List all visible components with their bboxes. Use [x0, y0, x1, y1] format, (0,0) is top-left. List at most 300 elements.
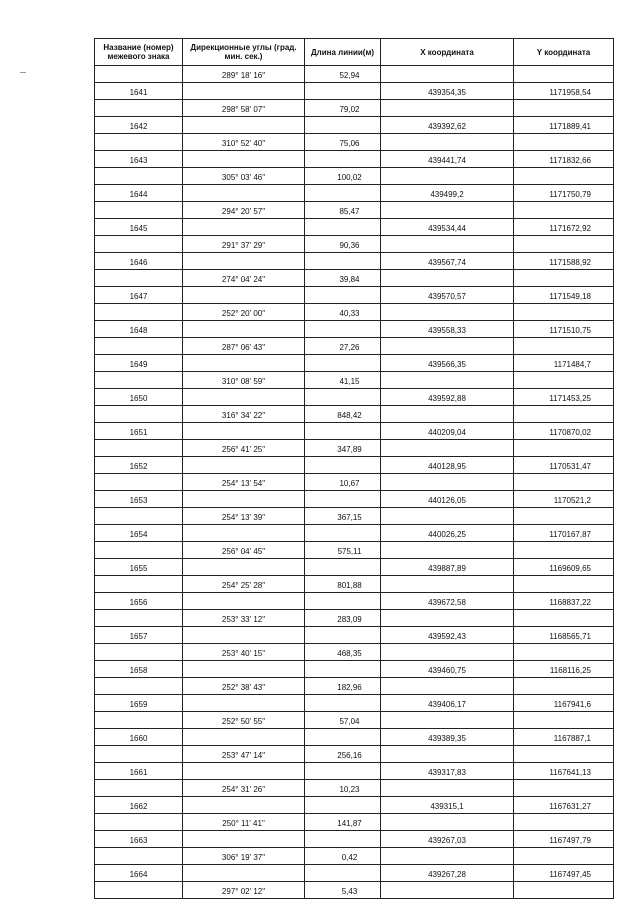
- table-row: [95, 185, 614, 202]
- cell-angle: [183, 627, 305, 644]
- cell-name: 1645: [95, 219, 183, 236]
- table-row: [95, 423, 614, 440]
- table-row: [95, 440, 614, 457]
- table-row: [95, 678, 614, 695]
- cell-length: 468,35: [305, 644, 381, 661]
- cell-angle: 274° 04' 24": [183, 270, 305, 287]
- table-row: [95, 814, 614, 831]
- cell-x: 439406,17: [381, 695, 514, 712]
- header-name: Название (номер) межевого знака: [95, 39, 183, 66]
- cell-x: 439267,28: [381, 865, 514, 882]
- cell-name: [95, 270, 183, 287]
- cell-length: 75,06: [305, 134, 381, 151]
- table-row: [95, 559, 614, 576]
- cell-angle: 252° 38' 43": [183, 678, 305, 695]
- cell-angle: [183, 729, 305, 746]
- cell-length: 0,42: [305, 848, 381, 865]
- cell-angle: [183, 151, 305, 168]
- cell-name: [95, 66, 183, 83]
- cell-length: [305, 491, 381, 508]
- cell-angle: 294° 20' 57": [183, 202, 305, 219]
- cell-name: [95, 134, 183, 151]
- cell-y: [514, 508, 614, 525]
- cell-angle: [183, 321, 305, 338]
- cell-x: [381, 270, 514, 287]
- cell-x: 439389,35: [381, 729, 514, 746]
- cell-name: 1651: [95, 423, 183, 440]
- cell-angle: [183, 763, 305, 780]
- cell-x: [381, 168, 514, 185]
- cell-x: [381, 372, 514, 389]
- cell-name: 1664: [95, 865, 183, 882]
- cell-y: [514, 576, 614, 593]
- header-y: Y координата: [514, 39, 614, 66]
- cell-angle: 253° 40' 15": [183, 644, 305, 661]
- table-row: [95, 882, 614, 899]
- cell-name: 1652: [95, 457, 183, 474]
- cell-length: 801,88: [305, 576, 381, 593]
- cell-name: 1662: [95, 797, 183, 814]
- table-row: [95, 474, 614, 491]
- cell-length: [305, 83, 381, 100]
- cell-y: 1170521,2: [514, 491, 614, 508]
- cell-name: 1657: [95, 627, 183, 644]
- cell-x: [381, 780, 514, 797]
- cell-x: [381, 746, 514, 763]
- cell-x: 440126,05: [381, 491, 514, 508]
- cell-angle: [183, 831, 305, 848]
- cell-y: 1171510,75: [514, 321, 614, 338]
- cell-name: [95, 644, 183, 661]
- cell-name: [95, 882, 183, 899]
- cell-name: [95, 848, 183, 865]
- header-length: Длина линии(м): [305, 39, 381, 66]
- table-row: [95, 134, 614, 151]
- table-row: [95, 253, 614, 270]
- cell-name: 1643: [95, 151, 183, 168]
- cell-y: [514, 712, 614, 729]
- cell-angle: 306° 19' 37": [183, 848, 305, 865]
- cell-name: 1663: [95, 831, 183, 848]
- cell-x: [381, 576, 514, 593]
- cell-angle: 250° 11' 41": [183, 814, 305, 831]
- cell-x: [381, 406, 514, 423]
- cell-y: 1168116,25: [514, 661, 614, 678]
- cell-name: [95, 168, 183, 185]
- cell-y: 1171549,18: [514, 287, 614, 304]
- cell-length: 39,84: [305, 270, 381, 287]
- table-row: [95, 508, 614, 525]
- cell-name: [95, 474, 183, 491]
- cell-angle: 254° 13' 54": [183, 474, 305, 491]
- cell-name: 1649: [95, 355, 183, 372]
- cell-angle: 287° 06' 43": [183, 338, 305, 355]
- cell-angle: 310° 52' 40": [183, 134, 305, 151]
- cell-angle: [183, 355, 305, 372]
- cell-angle: [183, 695, 305, 712]
- cell-x: 440026,25: [381, 525, 514, 542]
- cell-length: [305, 525, 381, 542]
- cell-name: 1641: [95, 83, 183, 100]
- cell-name: 1655: [95, 559, 183, 576]
- cell-y: [514, 746, 614, 763]
- cell-name: [95, 678, 183, 695]
- table-row: [95, 797, 614, 814]
- cell-y: 1171889,41: [514, 117, 614, 134]
- table-row: [95, 661, 614, 678]
- cell-y: [514, 202, 614, 219]
- cell-y: [514, 440, 614, 457]
- cell-angle: [183, 797, 305, 814]
- cell-x: [381, 508, 514, 525]
- cell-name: 1653: [95, 491, 183, 508]
- cell-y: [514, 66, 614, 83]
- cell-length: 40,33: [305, 304, 381, 321]
- cell-angle: [183, 525, 305, 542]
- cell-length: 85,47: [305, 202, 381, 219]
- table-row: [95, 848, 614, 865]
- cell-name: [95, 508, 183, 525]
- cell-y: 1169609,65: [514, 559, 614, 576]
- cell-angle: 254° 31' 26": [183, 780, 305, 797]
- cell-length: [305, 559, 381, 576]
- cell-length: 41,15: [305, 372, 381, 389]
- cell-y: 1171672,92: [514, 219, 614, 236]
- cell-length: [305, 695, 381, 712]
- cell-name: [95, 372, 183, 389]
- cell-angle: 305° 03' 46": [183, 168, 305, 185]
- table-row: [95, 831, 614, 848]
- cell-length: [305, 661, 381, 678]
- cell-angle: [183, 117, 305, 134]
- boundary-coordinates-table: [94, 38, 614, 899]
- cell-x: [381, 202, 514, 219]
- table-row: [95, 270, 614, 287]
- cell-name: [95, 202, 183, 219]
- table-row: [95, 338, 614, 355]
- cell-name: [95, 746, 183, 763]
- cell-y: [514, 882, 614, 899]
- cell-length: 182,96: [305, 678, 381, 695]
- table-row: [95, 729, 614, 746]
- cell-length: 90,36: [305, 236, 381, 253]
- table-row: [95, 355, 614, 372]
- cell-angle: [183, 491, 305, 508]
- table-row: [95, 372, 614, 389]
- cell-y: [514, 542, 614, 559]
- table-row: [95, 304, 614, 321]
- cell-x: 439354,35: [381, 83, 514, 100]
- cell-name: 1648: [95, 321, 183, 338]
- cell-x: 439392,62: [381, 117, 514, 134]
- cell-length: 256,16: [305, 746, 381, 763]
- cell-x: [381, 712, 514, 729]
- cell-x: 439592,43: [381, 627, 514, 644]
- cell-length: [305, 831, 381, 848]
- table-row: [95, 712, 614, 729]
- cell-angle: [183, 661, 305, 678]
- cell-length: [305, 797, 381, 814]
- cell-x: [381, 66, 514, 83]
- cell-length: 10,67: [305, 474, 381, 491]
- cell-angle: 253° 47' 14": [183, 746, 305, 763]
- cell-angle: 253° 33' 12": [183, 610, 305, 627]
- cell-y: [514, 270, 614, 287]
- cell-length: [305, 763, 381, 780]
- cell-y: [514, 814, 614, 831]
- table-row: [95, 780, 614, 797]
- table-row: [95, 763, 614, 780]
- cell-x: [381, 678, 514, 695]
- cell-y: [514, 304, 614, 321]
- cell-x: 440128,95: [381, 457, 514, 474]
- table-row: [95, 746, 614, 763]
- cell-name: [95, 610, 183, 627]
- cell-y: [514, 474, 614, 491]
- cell-length: 848,42: [305, 406, 381, 423]
- cell-x: [381, 882, 514, 899]
- cell-angle: 256° 41' 25": [183, 440, 305, 457]
- cell-angle: [183, 185, 305, 202]
- table-row: [95, 83, 614, 100]
- table-row: [95, 865, 614, 882]
- cell-length: [305, 389, 381, 406]
- cell-name: [95, 542, 183, 559]
- cell-y: [514, 338, 614, 355]
- cell-angle: 252° 20' 00": [183, 304, 305, 321]
- cell-y: 1170167,87: [514, 525, 614, 542]
- cell-y: [514, 678, 614, 695]
- table-row: [95, 151, 614, 168]
- table-row: [95, 100, 614, 117]
- cell-angle: 291° 37' 29": [183, 236, 305, 253]
- cell-name: [95, 814, 183, 831]
- cell-y: 1167941,6: [514, 695, 614, 712]
- cell-y: 1170870,02: [514, 423, 614, 440]
- table-row: [95, 66, 614, 83]
- cell-length: [305, 185, 381, 202]
- cell-angle: [183, 287, 305, 304]
- cell-length: 5,43: [305, 882, 381, 899]
- cell-y: [514, 780, 614, 797]
- cell-angle: 252° 50' 55": [183, 712, 305, 729]
- cell-y: [514, 168, 614, 185]
- cell-x: [381, 134, 514, 151]
- cell-x: 439567,74: [381, 253, 514, 270]
- cell-name: 1644: [95, 185, 183, 202]
- cell-name: [95, 712, 183, 729]
- table-header-row: [95, 39, 614, 66]
- cell-x: [381, 440, 514, 457]
- cell-angle: [183, 559, 305, 576]
- cell-length: 57,04: [305, 712, 381, 729]
- cell-x: 439460,75: [381, 661, 514, 678]
- cell-angle: 256° 04' 45": [183, 542, 305, 559]
- cell-length: [305, 253, 381, 270]
- cell-x: 439887,89: [381, 559, 514, 576]
- cell-x: 439317,83: [381, 763, 514, 780]
- cell-x: 439441,74: [381, 151, 514, 168]
- cell-angle: 297° 02' 12": [183, 882, 305, 899]
- cell-angle: [183, 457, 305, 474]
- cell-x: [381, 338, 514, 355]
- cell-name: 1654: [95, 525, 183, 542]
- cell-name: [95, 780, 183, 797]
- cell-x: 439534,44: [381, 219, 514, 236]
- cell-length: 79,02: [305, 100, 381, 117]
- cell-y: 1171750,79: [514, 185, 614, 202]
- cell-length: 283,09: [305, 610, 381, 627]
- header-x: X координата: [381, 39, 514, 66]
- cell-name: [95, 406, 183, 423]
- cell-angle: 289° 18' 16": [183, 66, 305, 83]
- header-angle: Дирекционные углы (град. мин. сек.): [183, 39, 305, 66]
- cell-angle: 254° 13' 39": [183, 508, 305, 525]
- table-body: [95, 66, 614, 899]
- cell-x: [381, 542, 514, 559]
- table-row: [95, 117, 614, 134]
- cell-angle: 316° 34' 22": [183, 406, 305, 423]
- cell-name: 1659: [95, 695, 183, 712]
- cell-x: 440209,04: [381, 423, 514, 440]
- cell-y: 1167887,1: [514, 729, 614, 746]
- cell-y: 1167641,13: [514, 763, 614, 780]
- cell-angle: [183, 83, 305, 100]
- table-row: [95, 593, 614, 610]
- cell-x: 439570,57: [381, 287, 514, 304]
- cell-x: [381, 100, 514, 117]
- cell-name: 1660: [95, 729, 183, 746]
- cell-x: 439267,03: [381, 831, 514, 848]
- cell-length: 367,15: [305, 508, 381, 525]
- cell-x: 439315,1: [381, 797, 514, 814]
- cell-length: [305, 729, 381, 746]
- cell-angle: 298° 58' 07": [183, 100, 305, 117]
- cell-length: [305, 627, 381, 644]
- cell-length: 52,94: [305, 66, 381, 83]
- cell-angle: 310° 08' 59": [183, 372, 305, 389]
- table-row: [95, 542, 614, 559]
- cell-length: [305, 321, 381, 338]
- cell-y: [514, 372, 614, 389]
- cell-angle: [183, 593, 305, 610]
- table-row: [95, 491, 614, 508]
- cell-y: 1167631,27: [514, 797, 614, 814]
- cell-angle: [183, 423, 305, 440]
- cell-y: [514, 406, 614, 423]
- cell-length: [305, 865, 381, 882]
- cell-name: [95, 440, 183, 457]
- table-row: [95, 576, 614, 593]
- cell-length: [305, 151, 381, 168]
- cell-y: 1170531,47: [514, 457, 614, 474]
- table-row: [95, 202, 614, 219]
- cell-name: 1650: [95, 389, 183, 406]
- cell-length: [305, 355, 381, 372]
- cell-x: [381, 814, 514, 831]
- cell-angle: 254° 25' 28": [183, 576, 305, 593]
- cell-length: [305, 593, 381, 610]
- cell-y: [514, 848, 614, 865]
- cell-angle: [183, 389, 305, 406]
- cell-x: 439592,88: [381, 389, 514, 406]
- table-row: [95, 287, 614, 304]
- cell-name: 1647: [95, 287, 183, 304]
- cell-name: [95, 304, 183, 321]
- cell-length: [305, 457, 381, 474]
- cell-length: 141,87: [305, 814, 381, 831]
- cell-y: 1171958,54: [514, 83, 614, 100]
- table-row: [95, 644, 614, 661]
- cell-y: 1168837,22: [514, 593, 614, 610]
- cell-length: [305, 287, 381, 304]
- cell-y: 1171484,7: [514, 355, 614, 372]
- cell-y: [514, 236, 614, 253]
- cell-length: [305, 219, 381, 236]
- cell-x: 439566,35: [381, 355, 514, 372]
- table-row: [95, 695, 614, 712]
- cell-angle: [183, 253, 305, 270]
- cell-y: 1168565,71: [514, 627, 614, 644]
- cell-name: [95, 338, 183, 355]
- table-row: [95, 389, 614, 406]
- table-row: [95, 457, 614, 474]
- cell-y: 1167497,45: [514, 865, 614, 882]
- cell-length: 347,89: [305, 440, 381, 457]
- cell-y: 1171832,66: [514, 151, 614, 168]
- margin-mark: [20, 72, 26, 73]
- cell-length: [305, 117, 381, 134]
- cell-name: 1646: [95, 253, 183, 270]
- cell-x: 439499,2: [381, 185, 514, 202]
- table-row: [95, 525, 614, 542]
- cell-x: [381, 304, 514, 321]
- cell-name: 1656: [95, 593, 183, 610]
- cell-name: [95, 236, 183, 253]
- table-row: [95, 236, 614, 253]
- cell-length: 575,11: [305, 542, 381, 559]
- cell-angle: [183, 219, 305, 236]
- cell-angle: [183, 865, 305, 882]
- cell-y: [514, 100, 614, 117]
- table-row: [95, 406, 614, 423]
- cell-y: 1171453,25: [514, 389, 614, 406]
- cell-x: 439558,33: [381, 321, 514, 338]
- cell-y: [514, 610, 614, 627]
- cell-name: 1658: [95, 661, 183, 678]
- cell-y: 1171588,92: [514, 253, 614, 270]
- cell-name: [95, 100, 183, 117]
- cell-y: [514, 134, 614, 151]
- cell-x: 439672,58: [381, 593, 514, 610]
- cell-y: [514, 644, 614, 661]
- cell-length: 27,26: [305, 338, 381, 355]
- cell-name: 1661: [95, 763, 183, 780]
- cell-x: [381, 474, 514, 491]
- cell-name: 1642: [95, 117, 183, 134]
- cell-x: [381, 236, 514, 253]
- cell-length: 10,23: [305, 780, 381, 797]
- table-row: [95, 627, 614, 644]
- cell-x: [381, 610, 514, 627]
- cell-length: 100,02: [305, 168, 381, 185]
- cell-x: [381, 644, 514, 661]
- cell-length: [305, 423, 381, 440]
- cell-y: 1167497,79: [514, 831, 614, 848]
- table-row: [95, 321, 614, 338]
- table-row: [95, 168, 614, 185]
- cell-x: [381, 848, 514, 865]
